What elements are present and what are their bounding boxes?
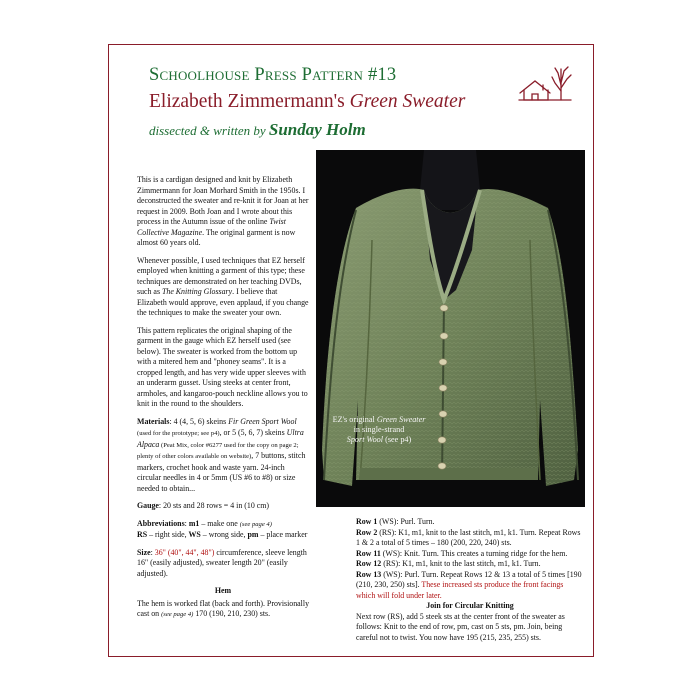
- intro-paragraph-3: This pattern replicates the original shaping of the garment in the gauge which EZ herself used (see below). The sweater is worked from the bottom up with a mitered hem and "phoney seams". It is a cropped length, and has very wide upper sleeves with an underarm gusset. Using steeks at center front, armholes, and kangaroo-pouch neckline allows you to knit in the round to the shoulders.: [137, 325, 308, 408]
- circular-heading: Join for Circular Knitting: [426, 601, 514, 610]
- row-1: Row 1 (WS): Purl. Turn.: [356, 517, 435, 526]
- photo-caption: EZ's original Green Sweater in single-strand Sport Wool (see p4): [332, 415, 426, 444]
- size: Size: 36" (40", 44", 48") circumference, sleeve length 16" (easily adjusted), sweater length 20" (easily adjusted).: [137, 547, 307, 578]
- hem-text: The hem is worked flat (back and forth). Provisionally cast on (see page 4) 170 (190, 210, 230) sts.: [137, 598, 310, 618]
- sweater-photo: [316, 150, 585, 507]
- intro-paragraph-1: This is a cardigan designed and knit by Elizabeth Zimmermann for Joan Morhard Smith in the 1950s. I deconstructed the sweater and re-knit it for Joan at her request in 2009. Both Joan and I wrote about this process in the Autumn issue of the online Twist Collective Magazine. The original garment is now almost 60 years old.: [137, 175, 309, 247]
- pattern-title: Elizabeth Zimmermann's Green Sweater: [149, 91, 466, 112]
- row-2: Row 2 (RS): K1, m1, knit to the last stitch, m1, k1. Turn. Repeat Rows 1 & 2 a total of 5 times – 180 (200, 220, 240) sts.: [356, 527, 581, 547]
- gauge: Gauge: 20 sts and 28 rows = 4 in (10 cm): [137, 501, 270, 510]
- row-13: Row 13 (WS): Purl. Turn. Repeat Rows 12 & 13 a total of 5 times [190 (210, 230, 250) sts]. These increased sts produce the front facings which will fold under later.: [356, 569, 582, 600]
- sweater-illustration: [316, 150, 585, 507]
- abbreviations: Abbreviations: m1 – make one (see page 4) RS – right side, WS – wrong side, pm – place marker: [137, 518, 308, 539]
- right-column: [356, 517, 584, 643]
- materials: Materials: 4 (4, 5, 6) skeins Fir Green Sport Wool (used for the prototype; see p4), or 5 (5, 6, 7) skeins Ultra Alpaca (Peat Mix, color #6277 used for the copy on page 2; plenty of other colors available on website), 7 buttons, stitch markers, crochet hook and waste yarn. 24-inch circular needles in 4 or 5mm (US #6 to #8) or size needed to obtain...: [137, 416, 306, 493]
- row-12: Row 12 (RS): K1, m1, knit to the last stitch, m1, k1. Turn.: [356, 559, 541, 568]
- byline: dissected & written by Sunday Holm: [149, 120, 366, 139]
- pattern-page: [108, 44, 594, 657]
- circular-text: Next row (RS), add 5 steek sts at the center front of the sweater as follows: Knit to the end of row, pm, cast on 5 sts, pm. Join, being careful not to twist. You now have 195 (215, 235, 255) sts.: [356, 611, 565, 642]
- hem-heading: Hem: [214, 586, 232, 595]
- author-name: Sunday Holm: [268, 120, 366, 139]
- schoolhouse-tree-icon: [517, 63, 573, 103]
- left-column: [137, 175, 309, 628]
- intro-paragraph-2: Whenever possible, I used techniques that EZ herself employed when knitting a garment of this type; these techniques are demonstrated on her teaching DVDs, such as The Knitting Glossary. I believe that Elizabeth would approve, even applaud, if you change the techniques to make the sweater your own.: [137, 255, 309, 317]
- series-title: Schoolhouse Press Pattern #13: [149, 65, 397, 85]
- row-11: Row 11 (WS): Knit. Turn. This creates a turning ridge for the hem.: [356, 548, 568, 558]
